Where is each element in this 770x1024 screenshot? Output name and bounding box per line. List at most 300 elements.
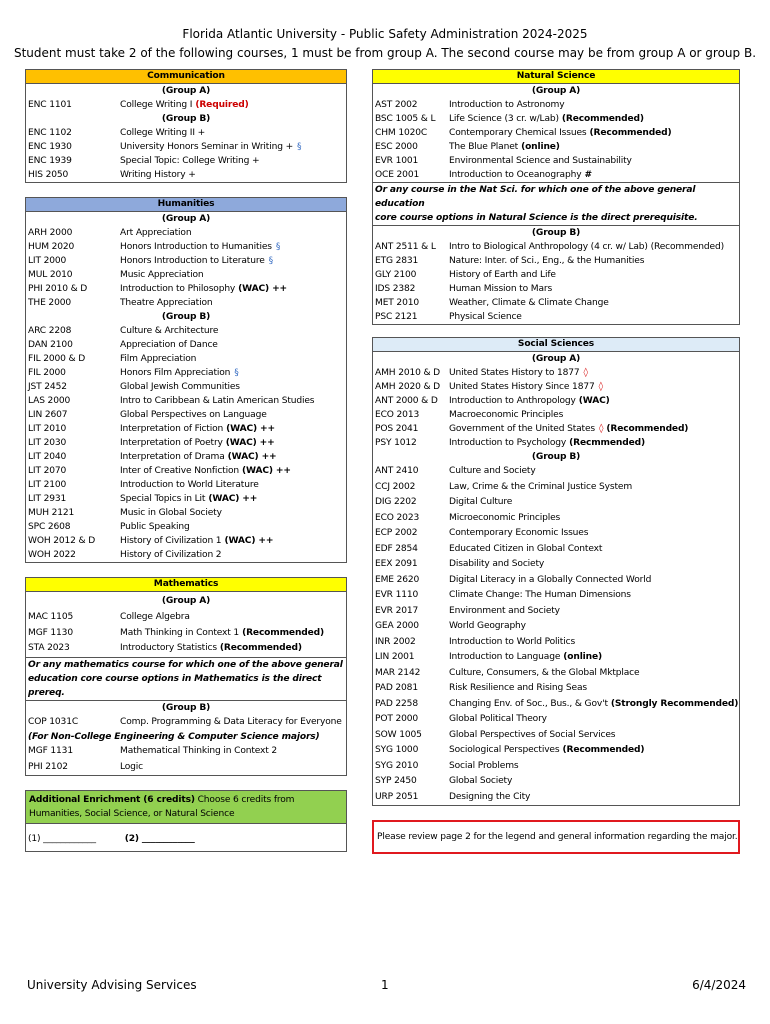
course-row xyxy=(373,697,739,713)
course-title-text: Digital Literacy in a Globally Connected World xyxy=(449,574,652,585)
course-title xyxy=(449,380,739,394)
course-title-text: Honors Introduction to Literature xyxy=(120,256,265,266)
course-code: SOW 1005 xyxy=(375,729,422,740)
course-row xyxy=(373,759,739,775)
course-code: MUL 2010 xyxy=(28,270,73,280)
course-title xyxy=(449,394,739,408)
course-title-text: Environmental Science and Sustainability xyxy=(449,156,632,166)
course-row xyxy=(26,408,346,422)
course-title xyxy=(120,610,346,626)
enrichment-box xyxy=(25,790,347,852)
course-row xyxy=(373,743,739,759)
course-row xyxy=(26,492,346,506)
course-row xyxy=(373,619,739,635)
course-code: PHI 2010 & D xyxy=(28,284,88,294)
course-row xyxy=(26,464,346,478)
math-note-line2: education core course options in Mathematics is the direct prereq. xyxy=(28,673,322,698)
course-code: EVR 2017 xyxy=(375,605,419,616)
ns-note-line1: Or any course in the Nat Sci. for which one of the above general education xyxy=(373,182,739,211)
course-title-text: Global Political Theory xyxy=(449,714,547,724)
course-tag: (Recommended) xyxy=(219,643,302,653)
course-row xyxy=(373,557,739,573)
course-title xyxy=(120,338,346,352)
course-row xyxy=(26,715,346,731)
course-tag: # xyxy=(584,170,592,180)
diamond-icon: ◊ xyxy=(599,424,604,434)
course-code: POT 2000 xyxy=(375,714,419,724)
course-title xyxy=(449,422,739,436)
course-title-text: Macroeconomic Principles xyxy=(449,410,564,420)
course-title xyxy=(120,254,346,268)
course-title-text: Digital Culture xyxy=(449,497,513,507)
notice-box xyxy=(372,820,740,854)
course-row xyxy=(26,534,346,548)
course-code: PSC 2121 xyxy=(375,312,418,322)
course-title-text: Educated Citizen in Global Context xyxy=(449,543,603,554)
course-title-text: Interpretation of Drama xyxy=(120,452,225,462)
section-symbol: § xyxy=(275,242,281,252)
course-row xyxy=(373,790,739,806)
course-title-text: Introductory Statistics xyxy=(120,643,217,653)
course-tag: (WAC) ++ xyxy=(225,438,275,448)
course-code: ANT 2000 & D xyxy=(375,396,438,406)
course-title-text: Introduction to World Literature xyxy=(120,480,259,490)
humanities-header: Humanities xyxy=(26,198,346,212)
course-row xyxy=(373,573,739,589)
course-code: ETG 2831 xyxy=(375,256,419,266)
course-title-text: Public Speaking xyxy=(120,522,190,532)
course-row xyxy=(373,712,739,728)
course-title-text: Culture and Society xyxy=(449,466,536,476)
course-title-text: Global Society xyxy=(449,776,513,786)
course-title-text: Introduction to Language xyxy=(449,652,561,662)
course-row xyxy=(373,588,739,604)
course-title xyxy=(449,573,739,589)
course-code: MUH 2121 xyxy=(28,508,75,518)
course-code: ECP 2002 xyxy=(375,528,418,538)
course-title xyxy=(449,759,739,775)
course-tag: (Recommended) xyxy=(606,424,689,434)
course-title xyxy=(449,790,739,806)
course-row xyxy=(373,666,739,682)
course-title-text: Global Jewish Communities xyxy=(120,382,240,392)
course-code: PSY 1012 xyxy=(375,438,417,448)
course-tag: (WAC) ++ xyxy=(226,424,275,434)
course-title xyxy=(120,408,346,422)
course-title-text: Environment and Society xyxy=(449,605,560,616)
course-code: SPC 2608 xyxy=(28,522,71,532)
course-title-text: Intro to Caribbean & Latin American Studies xyxy=(120,396,315,406)
course-row xyxy=(26,641,346,657)
course-tag: (Recmmended) xyxy=(569,438,645,448)
course-row xyxy=(26,436,346,450)
course-code: FIL 2000 xyxy=(28,368,66,378)
footer-left: University Advising Services xyxy=(27,978,197,992)
course-title xyxy=(449,542,739,558)
course-code: BSC 1005 & L xyxy=(375,114,436,124)
course-title xyxy=(449,112,739,126)
course-code: WOH 2012 & D xyxy=(28,536,96,546)
course-title xyxy=(449,296,739,310)
course-tag: (Recommended) xyxy=(589,128,672,138)
course-code: POS 2041 xyxy=(375,424,419,434)
course-row xyxy=(26,760,346,776)
course-row xyxy=(373,464,739,480)
course-code: LIT 2931 xyxy=(28,494,67,504)
course-row xyxy=(373,495,739,511)
course-row xyxy=(26,226,346,240)
course-row xyxy=(26,268,346,282)
course-title-text: Intro to Biological Anthropology (4 cr. w/ Lab) (Recommended) xyxy=(449,242,724,252)
course-code: AST 2002 xyxy=(375,100,418,110)
course-tag: (online) xyxy=(563,652,602,662)
course-code: URP 2051 xyxy=(375,791,419,802)
course-row xyxy=(26,744,346,760)
group-b-label: (Group B) xyxy=(161,114,211,124)
course-code: ARH 2000 xyxy=(28,228,73,238)
course-title xyxy=(120,506,346,520)
course-title-text: Honors Introduction to Humanities xyxy=(120,242,272,252)
course-row xyxy=(373,728,739,744)
course-title-text: Special Topic: College Writing + xyxy=(120,156,260,166)
course-title-text: Changing Env. of Soc., Bus., & Gov't xyxy=(449,698,608,709)
course-title xyxy=(120,380,346,394)
course-title xyxy=(120,98,346,112)
section-symbol: § xyxy=(297,142,302,152)
course-row xyxy=(26,626,346,642)
diamond-icon: ◊ xyxy=(598,382,603,392)
course-title xyxy=(120,520,346,534)
group-a-label: (Group A) xyxy=(161,86,211,96)
page-subtitle: Student must take 2 of the following courses, 1 must be from group A. The second course may be from group A or group B. xyxy=(13,46,757,60)
course-title xyxy=(120,548,346,562)
course-code: ECO 2023 xyxy=(375,512,420,523)
course-row xyxy=(26,154,346,168)
course-code: EVR 1001 xyxy=(375,156,419,166)
course-title-text: United States History to 1877 xyxy=(449,368,580,378)
ns-note-line2: core course options in Natural Science is the direct prerequisite. xyxy=(375,213,698,223)
course-tag: (WAC) ++ xyxy=(238,284,288,294)
course-title-text: Designing the City xyxy=(449,791,531,802)
course-title xyxy=(120,352,346,366)
course-title xyxy=(449,268,739,282)
communication-header: Communication xyxy=(26,70,346,84)
course-code: EME 2620 xyxy=(375,574,420,585)
course-row xyxy=(26,338,346,352)
course-title xyxy=(449,168,739,182)
course-title-text: Film Appreciation xyxy=(120,354,197,364)
course-title xyxy=(120,744,346,760)
course-code: LAS 2000 xyxy=(28,396,71,406)
mathematics-header: Mathematics xyxy=(26,578,346,592)
course-row xyxy=(373,774,739,790)
course-title-text: College Algebra xyxy=(120,612,190,622)
course-tag: (Recommended) xyxy=(562,745,645,755)
course-code: ENC 1101 xyxy=(28,100,72,110)
enrichment-bold: Additional Enrichment (6 credits) xyxy=(29,795,195,805)
course-title-text: Sociological Perspectives xyxy=(449,745,560,755)
group-b-label: (Group B) xyxy=(161,312,211,322)
course-title-text: Weather, Climate & Climate Change xyxy=(449,298,609,308)
enrichment-text2: Humanities, Social Science, or Natural Science xyxy=(29,809,235,819)
course-title xyxy=(120,478,346,492)
course-title xyxy=(120,492,346,506)
course-tag: (WAC) ++ xyxy=(224,536,274,546)
course-code: EEX 2091 xyxy=(375,559,418,569)
notice-text: Please review page 2 for the legend and general information regarding the major. xyxy=(377,832,738,842)
course-row xyxy=(26,168,346,182)
course-code: WOH 2022 xyxy=(28,550,76,560)
course-code: JST 2452 xyxy=(28,382,67,392)
course-title xyxy=(120,226,346,240)
social-sciences-header: Social Sciences xyxy=(373,338,739,352)
course-title xyxy=(120,394,346,408)
course-code: ENC 1102 xyxy=(28,128,72,138)
group-a-label: (Group A) xyxy=(161,596,211,606)
humanities-box xyxy=(25,197,347,563)
course-code: ANT 2410 xyxy=(375,466,419,476)
course-title-text: History of Civilization 1 xyxy=(120,536,222,546)
course-code: AMH 2020 & D xyxy=(375,382,441,392)
course-title-text: Life Science (3 cr. w/Lab) xyxy=(449,114,559,124)
group-b-label: (Group B) xyxy=(373,225,739,240)
course-title xyxy=(120,282,346,296)
course-code: HIS 2050 xyxy=(28,170,69,180)
course-code: PAD 2258 xyxy=(375,698,418,709)
course-title xyxy=(449,728,739,744)
course-title-text: Music Appreciation xyxy=(120,270,204,280)
course-title xyxy=(449,154,739,168)
course-title-text: Math Thinking in Context 1 xyxy=(120,627,240,638)
course-title xyxy=(449,366,739,380)
course-title xyxy=(449,140,739,154)
enrichment-slot-1[interactable]: (1) ____________ xyxy=(28,834,96,844)
enrichment-text: Choose 6 credits from xyxy=(194,795,295,805)
course-row xyxy=(373,140,739,154)
course-title xyxy=(449,408,739,422)
course-code: LIT 2010 xyxy=(28,424,67,434)
group-a-label: (Group A) xyxy=(531,86,581,96)
course-row xyxy=(26,394,346,408)
course-code: MET 2010 xyxy=(375,298,419,308)
course-row xyxy=(26,548,346,562)
course-tag: (online) xyxy=(521,142,560,152)
course-title: Comp. Programming & Data Literacy for Everyone xyxy=(120,716,342,727)
course-code: CHM 1020C xyxy=(375,128,428,138)
course-row xyxy=(373,112,739,126)
course-title-text: Logic xyxy=(120,761,144,772)
math-b-note: (For Non-College Engineering & Computer Science majors) xyxy=(28,732,320,742)
course-title xyxy=(120,534,346,548)
course-title-text: Social Problems xyxy=(449,760,519,771)
course-row xyxy=(26,126,346,140)
course-code: AMH 2010 & D xyxy=(375,368,441,378)
course-title-text: Government of the United States xyxy=(449,424,596,434)
course-title-text: Physical Science xyxy=(449,312,522,322)
course-row xyxy=(26,506,346,520)
course-tag: (Strongly Recommended) xyxy=(610,698,739,709)
course-row xyxy=(26,282,346,296)
course-title xyxy=(449,712,739,728)
course-row xyxy=(26,98,346,112)
communication-box xyxy=(25,69,347,183)
course-row xyxy=(26,380,346,394)
course-title-text: College Writing I xyxy=(120,100,193,110)
footer-page-number: 1 xyxy=(381,978,389,992)
course-tag: (WAC) ++ xyxy=(208,494,258,504)
course-title xyxy=(449,98,739,112)
course-title xyxy=(449,126,739,140)
course-title xyxy=(449,635,739,651)
course-row xyxy=(373,168,739,182)
course-title-text: Appreciation of Dance xyxy=(120,340,218,350)
course-title xyxy=(120,268,346,282)
right-column xyxy=(372,69,740,854)
course-title-text: Contemporary Chemical Issues xyxy=(449,128,587,138)
course-title-text: Microeconomic Principles xyxy=(449,512,561,523)
course-row xyxy=(373,240,739,254)
course-tag: (Recommended) xyxy=(561,114,644,124)
course-title xyxy=(449,557,739,573)
course-code: ARC 2208 xyxy=(28,326,72,336)
course-title xyxy=(449,774,739,790)
course-code: DIG 2202 xyxy=(375,497,417,507)
course-title xyxy=(120,760,346,776)
course-title xyxy=(449,495,739,511)
course-title xyxy=(120,464,346,478)
course-row xyxy=(373,296,739,310)
course-code: ECO 2013 xyxy=(375,410,420,420)
course-row xyxy=(26,450,346,464)
course-code: OCE 2001 xyxy=(375,170,420,180)
course-row xyxy=(373,380,739,394)
group-b-label: (Group B) xyxy=(26,700,346,715)
course-code: INR 2002 xyxy=(375,636,416,647)
section-symbol: § xyxy=(234,368,239,378)
course-title xyxy=(120,168,346,182)
course-code: GLY 2100 xyxy=(375,270,417,280)
course-title-text: Climate Change: The Human Dimensions xyxy=(449,590,631,600)
course-row xyxy=(26,422,346,436)
course-row xyxy=(373,511,739,527)
course-title xyxy=(449,619,739,635)
course-title xyxy=(449,436,739,450)
course-title-text: Art Appreciation xyxy=(120,228,192,238)
course-code: GEA 2000 xyxy=(375,621,419,631)
course-row xyxy=(26,324,346,338)
course-row xyxy=(373,650,739,666)
course-row xyxy=(373,526,739,542)
course-code: FIL 2000 & D xyxy=(28,354,86,364)
course-code: ENC 1930 xyxy=(28,142,72,152)
course-title-text: Mathematical Thinking in Context 2 xyxy=(120,746,278,756)
course-title xyxy=(120,366,346,380)
course-row xyxy=(373,126,739,140)
course-title xyxy=(120,240,346,254)
course-title xyxy=(449,666,739,682)
course-title-text: Disability and Society xyxy=(449,559,545,569)
course-tag: (WAC) ++ xyxy=(227,452,277,462)
course-title-text: Introduction to Oceanography xyxy=(449,170,582,180)
course-row xyxy=(373,408,739,422)
course-code: PAD 2081 xyxy=(375,683,418,693)
course-code: SYP 2450 xyxy=(375,776,417,786)
course-title-text: Culture, Consumers, & the Global Mktplace xyxy=(449,667,640,678)
course-code: IDS 2382 xyxy=(375,284,416,294)
diamond-icon: ◊ xyxy=(583,368,588,378)
course-title xyxy=(120,641,346,657)
course-row xyxy=(26,366,346,380)
left-column xyxy=(25,69,347,852)
course-code: HUM 2020 xyxy=(28,242,75,252)
course-title xyxy=(449,464,739,480)
natural-science-box xyxy=(372,69,740,325)
course-title xyxy=(449,310,739,324)
course-row xyxy=(373,480,739,496)
course-title-text: World Geography xyxy=(449,621,526,631)
course-row xyxy=(26,352,346,366)
course-title-text: Law, Crime & the Criminal Justice System xyxy=(449,481,633,492)
course-title-text: United States History Since 1877 xyxy=(449,382,595,392)
course-row xyxy=(26,254,346,268)
course-code: LIN 2607 xyxy=(28,410,68,420)
course-title-text: University Honors Seminar in Writing + xyxy=(120,142,294,152)
footer-date: 6/4/2024 xyxy=(692,978,746,992)
course-code: LIN 2001 xyxy=(375,652,415,662)
course-title xyxy=(120,140,346,154)
course-row xyxy=(373,681,739,697)
course-title-text: History of Civilization 2 xyxy=(120,550,222,560)
course-title xyxy=(449,681,739,697)
required-tag: (Required) xyxy=(195,100,249,110)
mathematics-box xyxy=(25,577,347,776)
course-title xyxy=(120,626,346,642)
course-code: EVR 1110 xyxy=(375,590,419,600)
course-row xyxy=(373,268,739,282)
course-code: DAN 2100 xyxy=(28,340,73,350)
group-a-label: (Group A) xyxy=(161,214,211,224)
course-code: COP 1031C xyxy=(28,716,79,727)
course-code: MAC 1105 xyxy=(28,612,74,622)
course-title-text: Global Perspectives on Language xyxy=(120,410,267,420)
math-note-line1: Or any mathematics course for which one of the above general xyxy=(26,657,346,672)
course-row xyxy=(26,296,346,310)
course-title xyxy=(120,126,346,140)
course-title-text: The Blue Planet xyxy=(449,142,519,152)
course-row xyxy=(373,254,739,268)
course-title-text: Introduction to Psychology xyxy=(449,438,567,448)
course-row xyxy=(373,310,739,324)
course-title xyxy=(449,743,739,759)
course-code: EDF 2854 xyxy=(375,543,418,554)
group-b-label: (Group B) xyxy=(531,452,581,462)
course-code: MGF 1131 xyxy=(28,746,73,756)
course-code: LIT 2040 xyxy=(28,452,67,462)
course-row xyxy=(26,478,346,492)
course-row xyxy=(26,520,346,534)
enrichment-slot-2[interactable]: (2) ____________ xyxy=(124,834,195,844)
course-title-text: Global Perspectives of Social Services xyxy=(449,729,616,740)
course-title xyxy=(449,240,739,254)
course-title xyxy=(449,480,739,496)
course-row xyxy=(26,140,346,154)
section-symbol: § xyxy=(268,256,274,266)
course-title xyxy=(449,604,739,620)
course-title-text: Human Mission to Mars xyxy=(449,284,553,294)
course-title xyxy=(449,511,739,527)
course-row xyxy=(373,542,739,558)
page-title: Florida Atlantic University - Public Safety Administration 2024-2025 xyxy=(182,27,588,41)
